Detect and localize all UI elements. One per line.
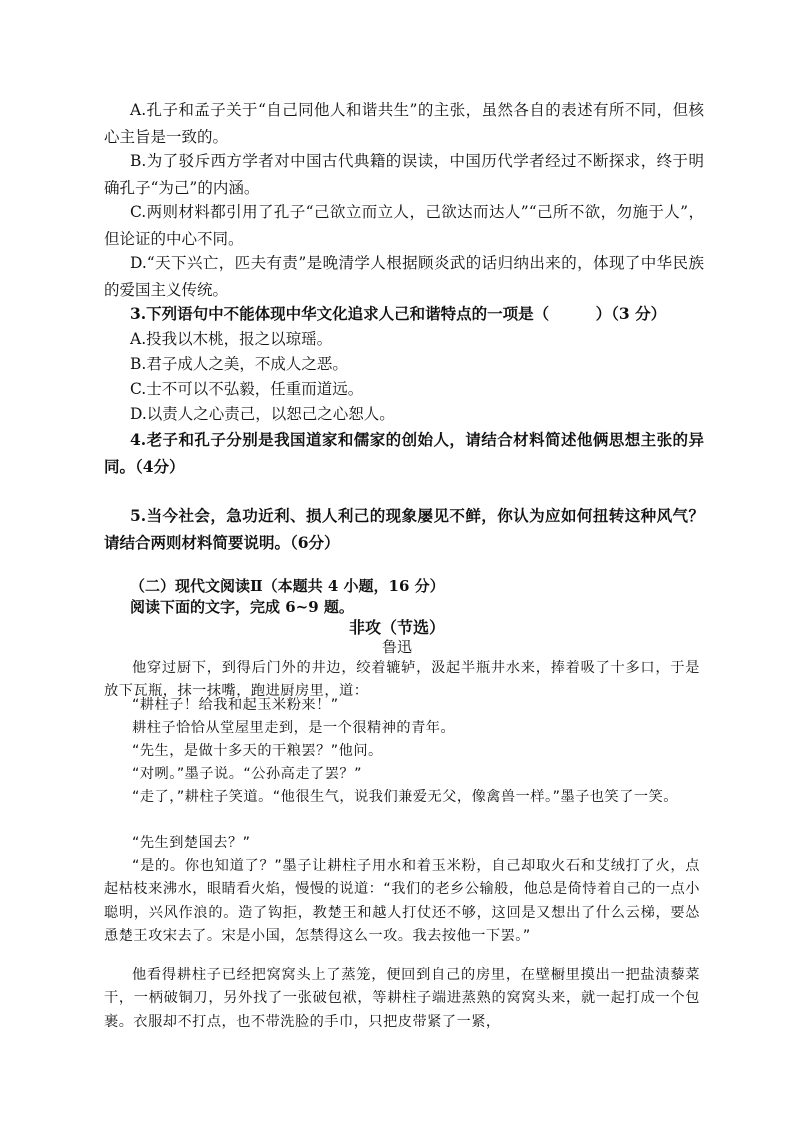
section-heading: （二）现代文阅读Ⅱ（本题共 4 小题，16 分） (130, 577, 445, 595)
passage-paragraph: 他穿过厨下，到得后门外的井边，绞着辘轳，汲起半瓶井水来，捧着吸了十多口，于是放下瓦瓶，抹一抹嘴，跑进厨房里，道： (104, 660, 700, 700)
q3-option-b: B.君子成人之美，不成人之恶。 (130, 355, 348, 373)
passage-paragraph: “先生到楚国去？” (132, 835, 251, 851)
passage-paragraph: “走了，”耕柱子笑道。“他很生气，说我们兼爱无父，像禽兽一样。”墨子也笑了一笑。 (132, 789, 678, 805)
passage-author: 鲁迅 (381, 638, 412, 656)
q2-option-a: A.孔子和孟子关于“自己同他人和谐共生”的主张，虽然各自的表述有所不同，但核心主旨是一致的。 (104, 101, 704, 146)
passage-paragraph: “对咧。”墨子说。“公孙高走了罢？” (132, 766, 362, 782)
passage-paragraph: “先生，是做十多天的干粮罢？”他问。 (132, 743, 383, 759)
q2-option-b: B.为了驳斥西方学者对中国古代典籍的误读，中国历代学者经过不断探求，终于明确孔子“为己”的内涵。 (104, 152, 704, 197)
passage-paragraph: 他看得耕柱子已经把窝窝头上了蒸笼，便回到自己的房里，在壁橱里摸出一把盐渍藜菜干，一柄破铜刀，另外找了一张破包袱，等耕柱子端进蒸熟的窝窝头来，就一起打成一个包裹。衣服却不打点，也不带洗脸的手巾，只把皮带紧了一紧， (104, 967, 700, 1030)
section-instruction: 阅读下面的文字，完成 6~9 题。 (130, 598, 354, 616)
passage-title: 非攻（节选） (348, 618, 445, 637)
q3-stem: 3.下列语句中不能体现中华文化追求人己和谐特点的一项是（ ）（3 分） (130, 304, 667, 323)
passage-paragraph: 耕柱子恰恰从堂屋里走到，是一个很精神的青年。 (132, 720, 456, 736)
q3-option-c: C.士不可以不弘毅，任重而道远。 (130, 380, 364, 398)
q2-option-d: D.“天下兴亡，匹夫有责”是晚清学人根据顾炎武的话归纳出来的，体现了中华民族的爱国主义传统。 (104, 254, 704, 299)
q5-question: 5.当今社会，急功近利、损人利己的现象屡见不鲜，你认为应如何扭转这种风气？请结合两则材料简要说明。（6分） (104, 506, 704, 552)
q3-option-d: D.以责人之心责己，以恕己之心恕人。 (130, 405, 395, 423)
passage-paragraph: “耕柱子！给我和起玉米粉来！” (132, 697, 339, 713)
q2-option-c: C.两则材料都引用了孔子“己欲立而立人，己欲达而达人”“己所不欲，勿施于人”，但论证的中心不同。 (104, 203, 704, 248)
passage-paragraph: “是的。你也知道了？”墨子让耕柱子用水和着玉米粉，自己却取火石和艾绒打了火，点起枯枝来沸水，眼睛看火焰，慢慢的说道：“我们的老乡公输般，他总是倚恃着自己的一点小聪明，兴风作浪的。造了钩拒，教楚王和越人打仗还不够，这回是又想出了什么云梯，要怂恿楚王攻宋去了。宋是小国，怎禁得这么一攻。我去按他一下罢。” (104, 858, 700, 944)
q4-question: 4.老子和孔子分别是我国道家和儒家的创始人，请结合材料简述他俩思想主张的异同。（4分） (104, 430, 704, 476)
q3-option-a: A.投我以木桃，报之以琼瑶。 (130, 330, 333, 348)
